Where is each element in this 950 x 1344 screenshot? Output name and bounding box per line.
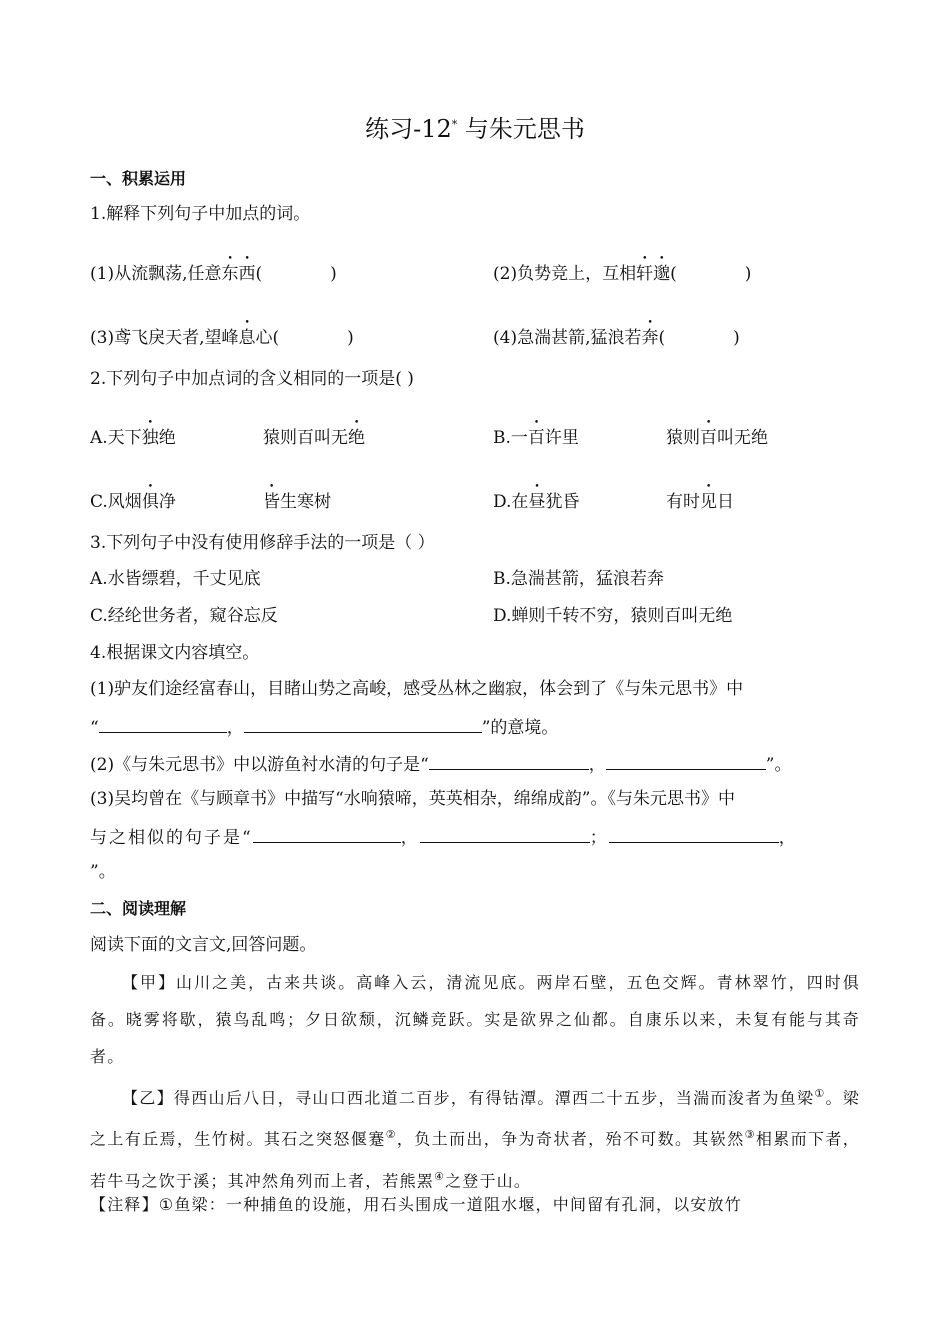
fill-blank[interactable] bbox=[609, 824, 779, 843]
q3-option-a: A.水皆缥碧，千丈见底 bbox=[90, 569, 261, 589]
q4-part1-line1: (1)驴友们途经富春山，目睹山势之高峻，感受丛林之幽寂，体会到了《与朱元思书》中 bbox=[90, 679, 744, 699]
q2-option-a-1: A.天下独绝 bbox=[90, 428, 176, 448]
title-text: 练习-12 bbox=[365, 115, 452, 143]
q3-option-c: C.经纶世务者，窥谷忘反 bbox=[90, 606, 278, 626]
passage-jia: 【甲】山川之美，古来共谈。高峰入云，清流见底。两岸石壁，五色交辉。青林翠竹，四时俱备。晓雾将歇，猿鸟乱鸣；夕日欲颓，沉鳞竞跃。实是欲界之仙都。自康乐以来，未复有能与其奇者。 bbox=[90, 973, 860, 1066]
fill-blank[interactable] bbox=[253, 824, 401, 843]
q3-stem: 3.下列句子中没有使用修辞手法的一项是（ ） bbox=[90, 533, 435, 553]
fill-blank[interactable] bbox=[420, 824, 590, 843]
title-superscript: * bbox=[451, 118, 458, 131]
q4-part3-line3: ”。 bbox=[90, 862, 116, 882]
q4-stem: 4.根据课文内容填空。 bbox=[90, 643, 260, 663]
q2-option-d-2: 有时见日 bbox=[666, 492, 734, 512]
annotation-note: 【注释】①鱼梁：一种捕鱼的设施，用石头围成一道阻水堰，中间留有孔洞，以安放竹 bbox=[90, 1195, 742, 1214]
passage-yi: 【乙】得西山后八日，寻山口西北道二百步，有得钴潭。潭西二十五步，当湍而浚者为鱼梁①。梁之上有丘焉，生竹树。其石之突怒偃蹇②，负土而出，争为奇状者，殆不可数。其嵚然③相累而下者，若牛马之饮于溪；其冲然角列而上者，若熊罴④之登于山。 bbox=[90, 1087, 860, 1190]
q3-option-b: B.急湍甚箭，猛浪若奔 bbox=[493, 569, 664, 589]
q1-item-4: (4)急湍甚箭,猛浪若奔( ) bbox=[493, 328, 740, 348]
q2-option-a-2: 猿则百叫无绝 bbox=[263, 428, 365, 448]
q2-stem: 2.下列句子中加点词的含义相同的一项是( ) bbox=[90, 369, 414, 389]
fill-blank[interactable] bbox=[244, 714, 482, 733]
title-rest: 与朱元思书 bbox=[457, 115, 585, 143]
fill-blank[interactable] bbox=[99, 714, 227, 733]
q2-option-b-1: B.一百许里 bbox=[493, 428, 579, 448]
q4-part3-line2: 与之相似的句子是“ ， ； ， bbox=[90, 824, 798, 850]
section-heading-2: 二、阅读理解 bbox=[90, 899, 187, 918]
q2-option-d-1: D.在昼犹昏 bbox=[493, 492, 580, 512]
page-title bbox=[0, 110, 950, 144]
q2-option-c-2: 皆生寒树 bbox=[263, 492, 331, 512]
q1-item-3: (3)鸢飞戾天者,望峰息心( ) bbox=[90, 328, 354, 348]
reading-intro: 阅读下面的文言文,回答问题。 bbox=[90, 935, 317, 955]
fill-blank[interactable] bbox=[606, 751, 766, 770]
section-heading-1: 一、积累运用 bbox=[90, 169, 187, 188]
q1-item-1: (1)从流飘荡,任意东西( ) bbox=[90, 264, 337, 284]
q4-part2: (2)《与朱元思书》中以游鱼衬水清的句子是“ ， ”。 bbox=[90, 751, 791, 777]
q2-option-b-2: 猿则百叫无绝 bbox=[666, 428, 768, 448]
q1-item-2: (2)负势竞上，互相轩邈( ) bbox=[493, 264, 752, 284]
q2-option-c-1: C.风烟俱净 bbox=[90, 492, 176, 512]
fill-blank[interactable] bbox=[429, 751, 589, 770]
q4-part1-line2: “ ， ”的意境。 bbox=[90, 714, 558, 740]
q3-option-d: D.蝉则千转不穷，猿则百叫无绝 bbox=[493, 606, 733, 626]
q1-stem: 1.解释下列句子中加点的词。 bbox=[90, 204, 311, 224]
q4-part3-line1: (3)吴均曾在《与顾章书》中描写“水响猿啼，英英相杂，绵绵成韵”。《与朱元思书》中 bbox=[90, 789, 735, 809]
